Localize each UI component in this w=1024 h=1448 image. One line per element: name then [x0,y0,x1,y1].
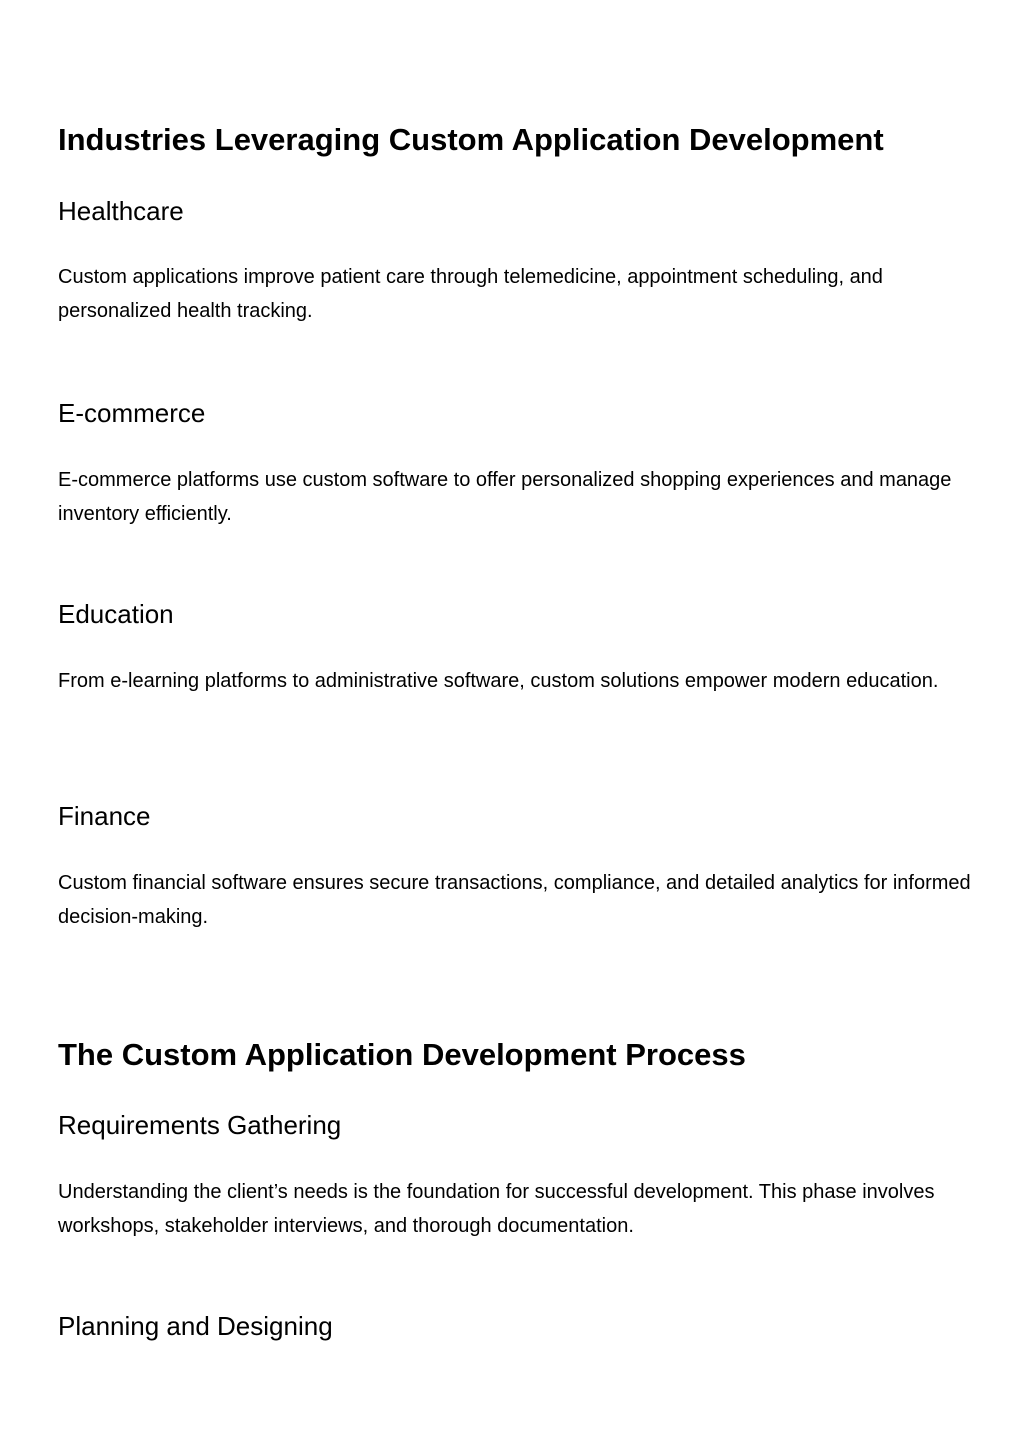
industry-text-education: From e-learning platforms to administrative software, custom solutions empower modern education. [58,670,939,692]
process-title-planning: Planning and Designing [58,1311,333,1341]
industry-text-finance: Custom financial software ensures secure transactions, compliance, and detailed analytics for informed decision-making. [58,872,971,928]
industry-title-healthcare: Healthcare [58,196,184,226]
section-heading-industries: Industries Leveraging Custom Application Development [58,122,884,157]
industry-text-ecommerce: E-commerce platforms use custom software to offer personalized shopping experiences and manage inventory efficiently. [58,469,952,525]
industry-title-education: Education [58,599,174,629]
industry-text-healthcare: Custom applications improve patient care through telemedicine, appointment scheduling, and personalized health tracking. [58,266,883,322]
section-heading-process: The Custom Application Development Process [58,1037,746,1072]
industry-title-finance: Finance [58,801,151,831]
industry-title-ecommerce: E-commerce [58,398,206,428]
process-title-requirements: Requirements Gathering [58,1110,342,1140]
process-text-requirements: Understanding the client’s needs is the foundation for successful development. This phase involves workshops, stakeholder interviews, and thorough documentation. [58,1181,935,1237]
